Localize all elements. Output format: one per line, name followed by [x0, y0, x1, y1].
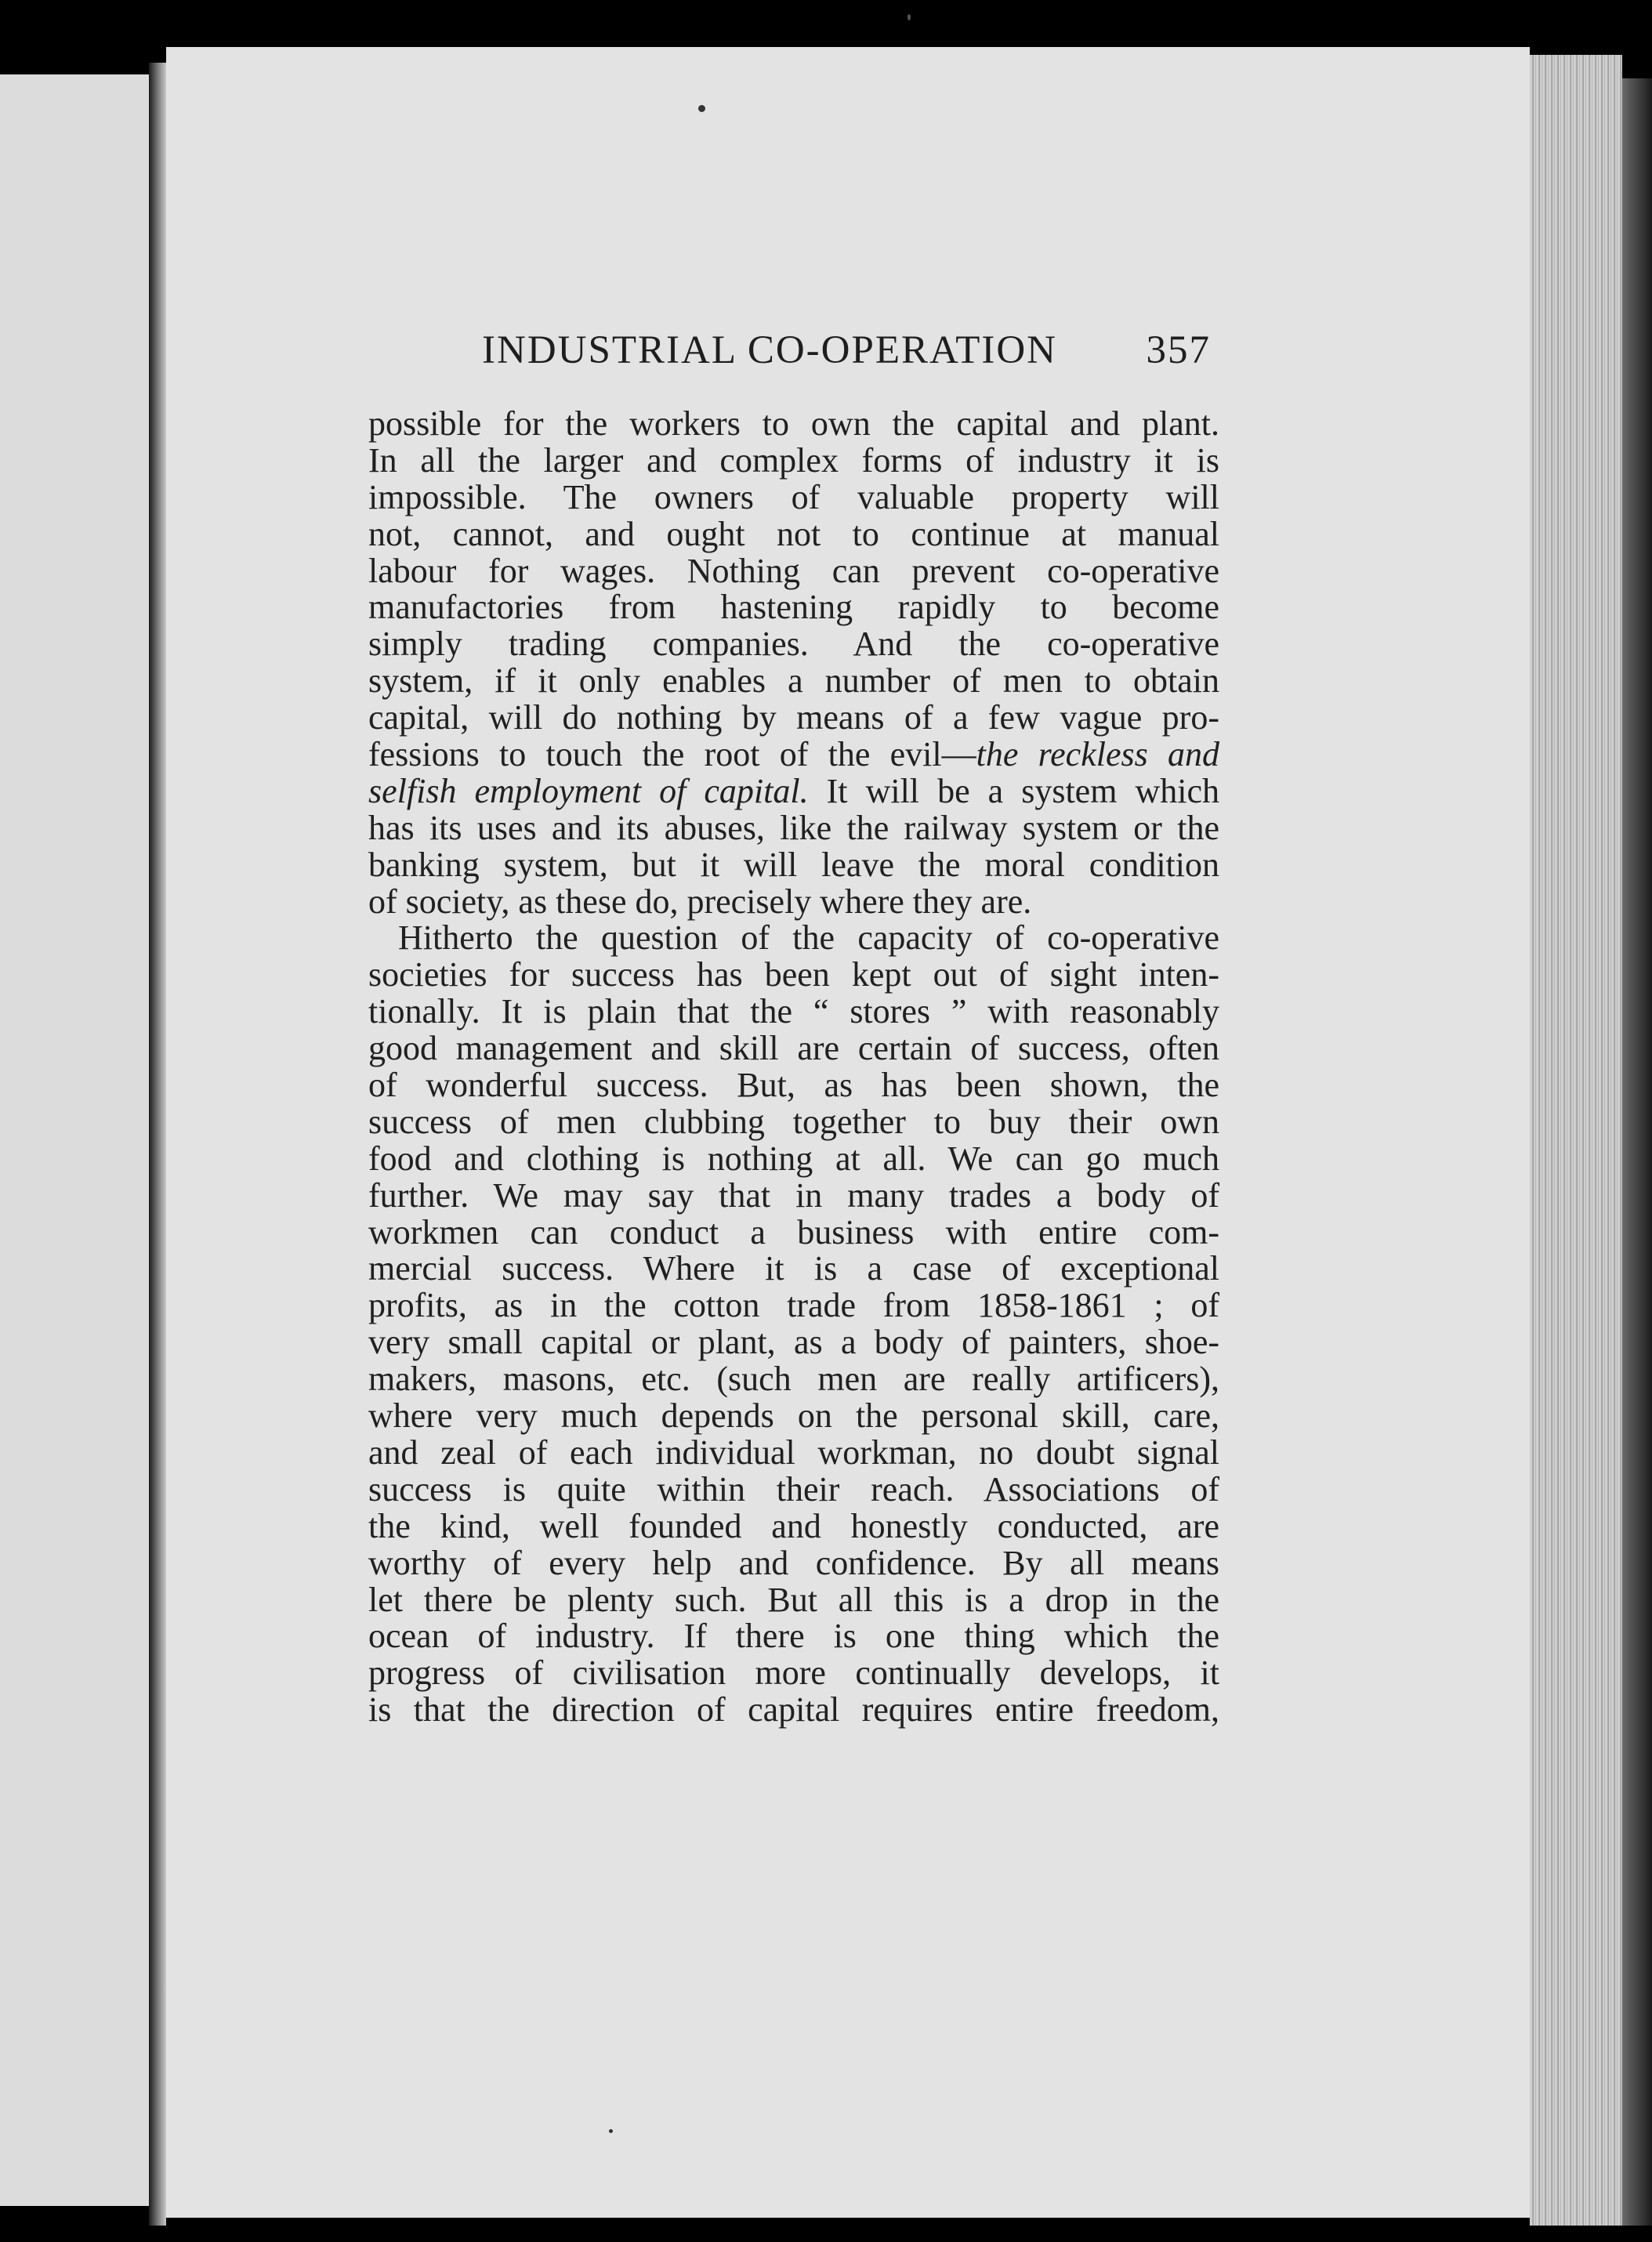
text-line: has its uses and its abuses, like the railway system or the	[368, 808, 1219, 847]
italic-emphasis: selfish employment of capital.	[368, 771, 809, 810]
text-line: banking system, but it will leave the moral condition	[368, 845, 1219, 884]
text-line: worthy of every help and confidence. By all means	[368, 1543, 1219, 1582]
text-line: possible for the workers to own the capital and plant.	[368, 404, 1219, 443]
body-text	[368, 406, 1219, 1729]
text-line: good management and skill are certain of success, often	[368, 1029, 1219, 1068]
text-line: of wonderful success. But, as has been shown, the	[368, 1066, 1219, 1105]
text-line: tionally. It is plain that the “ stores ” with reasonably	[368, 992, 1219, 1031]
text-line: impossible. The owners of valuable property will	[368, 477, 1219, 516]
text-line	[368, 737, 1219, 773]
text-line: food and clothing is nothing at all. We can go much	[368, 1139, 1219, 1178]
text-line: where very much depends on the personal skill, care,	[368, 1396, 1219, 1436]
scan-speck-top-edge	[908, 14, 911, 20]
text-line: very small capital or plant, as a body of painters, shoe-	[368, 1323, 1219, 1362]
running-head-title: INDUSTRIAL CO-OPERATION	[482, 328, 1058, 372]
text-line	[368, 773, 1219, 810]
text-line: capital, will do nothing by means of a few vague pro-	[368, 698, 1219, 737]
text-line: further. We may say that in many trades a body of	[368, 1175, 1219, 1215]
italic-emphasis: the reckless and	[976, 735, 1219, 774]
text-line: mercial success. Where it is a case of exceptional	[368, 1249, 1219, 1288]
text-line: the kind, well founded and honestly conducted, are	[368, 1506, 1219, 1545]
text-line: success is quite within their reach. Associations of	[368, 1469, 1219, 1509]
scan-speck-top	[698, 105, 705, 112]
text-line: system, if it only enables a number of men to obtain	[368, 661, 1219, 701]
text-line: makers, masons, etc. (such men are really artificers),	[368, 1360, 1219, 1399]
text-line: let there be plenty such. But all this is a drop in the	[368, 1580, 1219, 1619]
text-line: of society, as these do, precisely where they are.	[368, 882, 1032, 921]
text-run: fessions to touch the root of the evil—	[368, 735, 976, 774]
text-line: is that the direction of capital requires entire freedom,	[368, 1690, 1219, 1729]
book-gutter	[149, 63, 166, 2226]
text-line: workmen can conduct a business with entire com-	[368, 1212, 1219, 1251]
text-line: societies for success has been kept out of sight inten-	[368, 955, 1219, 994]
scan-speck-bottom	[609, 2129, 613, 2133]
text-line: progress of civilisation more continually develops, it	[368, 1653, 1219, 1693]
text-run: It will be a system which	[808, 771, 1220, 810]
page-edge-shadow	[1622, 78, 1652, 2226]
page-number: 357	[1146, 328, 1211, 372]
text-line: manufactories from hastening rapidly to become	[368, 588, 1219, 627]
text-line: In all the larger and complex forms of industry it is	[368, 440, 1219, 480]
text-line: profits, as in the cotton trade from 1858-1861 ; of	[368, 1286, 1219, 1325]
text-line: not, cannot, and ought not to continue at manual	[368, 514, 1219, 553]
page-edge-stack	[1530, 55, 1622, 2226]
text-line: ocean of industry. If there is one thing which the	[368, 1617, 1219, 1656]
text-line: simply trading companies. And the co-operative	[368, 625, 1219, 664]
left-page-edge	[0, 74, 149, 2206]
text-line: labour for wages. Nothing can prevent co-operative	[368, 551, 1219, 590]
text-line: success of men clubbing together to buy their own	[368, 1102, 1219, 1141]
paragraph-start-line: Hitherto the question of the capacity of co-operative	[398, 918, 1219, 958]
running-head	[482, 328, 1211, 382]
text-line: and zeal of each individual workman, no doubt signal	[368, 1432, 1219, 1472]
